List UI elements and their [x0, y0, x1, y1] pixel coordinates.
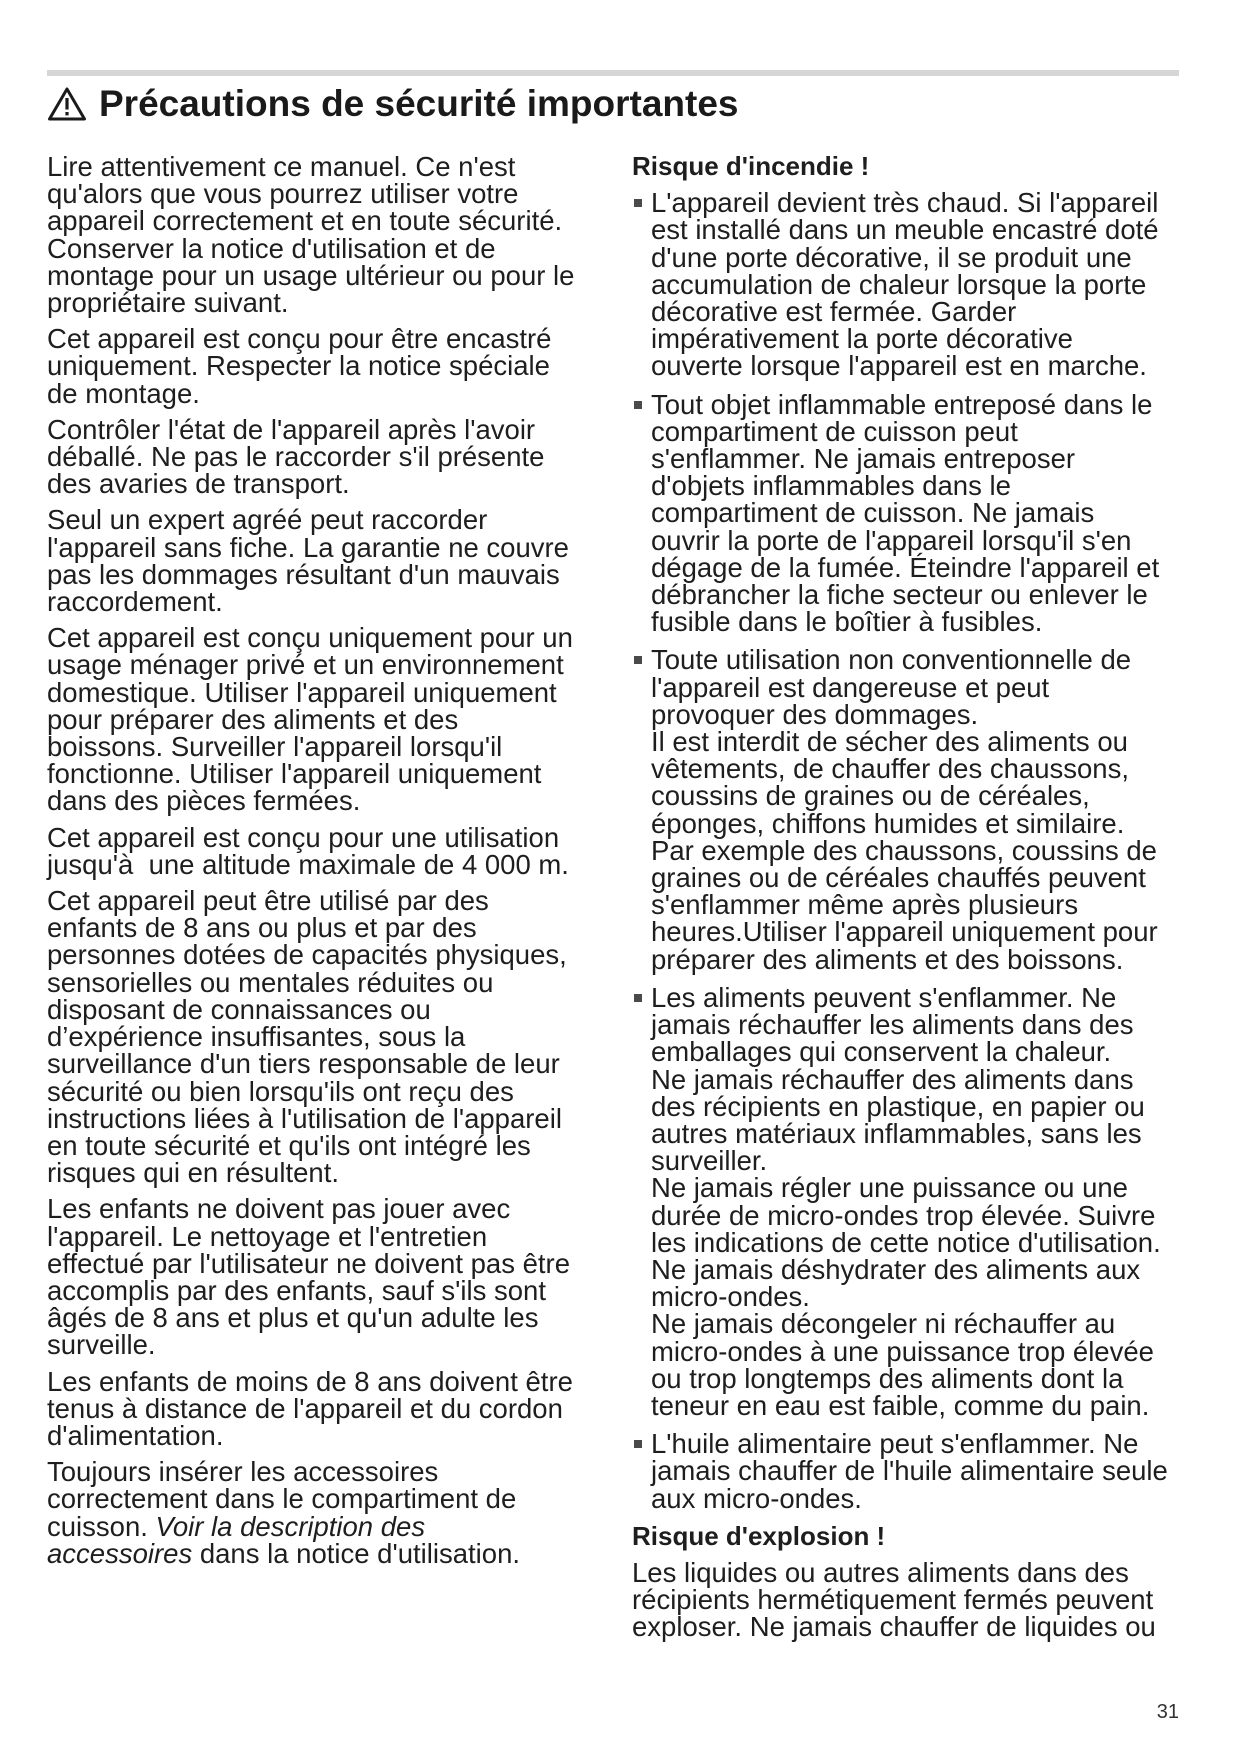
- warning-triangle-icon: [47, 86, 87, 122]
- bullet-square-icon: [634, 994, 642, 1002]
- text-line: Conserver la notice d'utilisation et de: [47, 232, 496, 264]
- text-line: fusible dans le boîtier à fusibles.: [651, 606, 1043, 638]
- text-line: dans des pièces fermées.: [47, 785, 361, 817]
- paragraph: [47, 885, 595, 1189]
- list-item: [632, 388, 1180, 638]
- text-line: Ne jamais régler une puissance ou une: [651, 1172, 1128, 1204]
- text-line: appareil correctement et en toute sécurité.: [47, 205, 563, 237]
- text-line: heures.Utiliser l'appareil uniquement pour: [651, 916, 1158, 948]
- text-line: Les enfants ne doivent pas jouer avec: [47, 1193, 511, 1225]
- text-line: débrancher la fiche secteur ou enlever le: [651, 579, 1148, 611]
- text-line: jamais réchauffer les aliments dans des: [651, 1009, 1134, 1041]
- text-line: L'appareil devient très chaud. Si l'appareil: [651, 187, 1159, 219]
- text-line: d'objets inflammables dans le: [651, 470, 1011, 502]
- text-line: autres matériaux inflammables, sans les: [651, 1117, 1142, 1149]
- bullet-square-icon: [634, 656, 642, 664]
- text-line: pour préparer des aliments et des: [47, 703, 459, 735]
- paragraph: [47, 1193, 595, 1361]
- list-item: [632, 1430, 1180, 1512]
- text-line: Cet appareil est conçu pour une utilisation: [47, 821, 560, 853]
- text-line: des récipients en plastique, en papier ou: [651, 1090, 1145, 1122]
- text-line: d'une porte décorative, il se produit une: [651, 241, 1132, 273]
- text-line: âgés de 8 ans et plus et qu'un adulte les: [47, 1302, 539, 1334]
- text-line: risques qui en résultent.: [47, 1157, 339, 1189]
- text-line: Par exemple des chaussons, coussins de: [651, 834, 1157, 866]
- text-line: en toute sécurité et qu'ils ont intégré les: [47, 1129, 531, 1161]
- text-line: [47, 1537, 595, 1569]
- text-line: jamais chauffer de l'huile alimentaire seule: [651, 1455, 1168, 1487]
- cross-reference-text: accessoires: [47, 1537, 193, 1569]
- text-line: récipients hermétiquement fermés peuvent: [632, 1584, 1154, 1616]
- text-line: emballages qui conservent la chaleur.: [651, 1036, 1112, 1068]
- text-line: pas les dommages résultant d'un mauvais: [47, 558, 560, 590]
- page-number: 31: [1156, 1701, 1179, 1723]
- text-line: Contrôler l'état de l'appareil après l'avoir: [47, 413, 536, 445]
- list-item: [632, 644, 1180, 975]
- text-line: Les aliments peuvent s'enflammer. Ne: [651, 981, 1117, 1013]
- paragraph: [47, 821, 595, 880]
- text-line: Cet appareil est conçu pour être encastré: [47, 323, 552, 355]
- text-line: fonctionne. Utiliser l'appareil uniquement: [47, 758, 542, 790]
- text-line: surveiller.: [651, 1145, 768, 1177]
- text-line: domestique. Utiliser l'appareil uniquement: [47, 676, 557, 708]
- text-line: Les liquides ou autres aliments dans des: [632, 1556, 1129, 1588]
- explosion-risk-heading: Risque d'explosion !: [632, 1520, 886, 1551]
- text-line: exploser. Ne jamais chauffer de liquides ou: [632, 1611, 1156, 1643]
- text-line: personnes dotées de capacités physiques,: [47, 939, 567, 971]
- text-line: L'huile alimentaire peut s'enflammer. Ne: [651, 1428, 1139, 1460]
- text-line: l'appareil est dangereuse et peut: [651, 671, 1050, 703]
- list-item: [632, 187, 1180, 382]
- text-segment: dans la notice d'utilisation.: [192, 1537, 521, 1569]
- cross-reference-text: Voir la description des: [155, 1510, 426, 1542]
- text-line: montage pour un usage ultérieur ou pour le: [47, 259, 575, 291]
- text-line: micro-ondes à une puissance trop élevée: [651, 1335, 1154, 1367]
- text-line: sensorielles ou mentales réduites ou: [47, 966, 494, 998]
- text-line: jusqu'à une altitude maximale de 4 000 m.: [47, 848, 569, 880]
- bullet-square-icon: [634, 199, 642, 207]
- text-line: Cet appareil peut être utilisé par des: [47, 885, 489, 917]
- text-line: Ne jamais décongeler ni réchauffer au: [651, 1308, 1116, 1340]
- text-line: ouverte lorsque l'appareil est en marche.: [651, 350, 1147, 382]
- text-line: ouvrir la porte de l'appareil lorsqu'il s'en: [651, 524, 1132, 556]
- text-line: décorative est fermée. Garder: [651, 296, 1017, 328]
- text-line: est installé dans un meuble encastré doté: [651, 214, 1159, 246]
- paragraph: [47, 413, 595, 500]
- text-line: dégage de la fumée. Éteindre l'appareil et: [651, 551, 1160, 583]
- text-line: les indications de cette notice d'utilisation.: [651, 1226, 1161, 1258]
- text-line: Ne jamais déshydrater des aliments aux: [651, 1253, 1141, 1285]
- text-line: Tout objet inflammable entreposé dans le: [651, 388, 1153, 420]
- fire-risk-list: [632, 189, 1180, 1512]
- bullet-square-icon: [634, 401, 642, 409]
- text-line: éponges, chiffons humides et similaire.: [651, 807, 1125, 839]
- text-line: compartiment de cuisson. Ne jamais: [651, 497, 1095, 529]
- text-line: de montage.: [47, 377, 200, 409]
- text-line: teneur en eau est faible, comme du pain.: [651, 1389, 1150, 1421]
- text-line: l'appareil. Le nettoyage et l'entretien: [47, 1220, 488, 1252]
- page-title: Précautions de sécurité importantes: [99, 83, 739, 124]
- paragraph: [47, 325, 595, 407]
- text-line: usage ménager privé et un environnement: [47, 649, 564, 681]
- text-line: graines ou de céréales chauffés peuvent: [651, 862, 1146, 894]
- text-line: coussins de graines ou de céréales,: [651, 780, 1090, 812]
- text-line: compartiment de cuisson peut: [651, 415, 1018, 447]
- bullet-square-icon: [634, 1440, 642, 1448]
- text-line: accumulation de chaleur lorsque la porte: [651, 268, 1147, 300]
- text-line: impérativement la porte décorative: [651, 323, 1073, 355]
- text-line: enfants de 8 ans ou plus et par des: [47, 912, 477, 944]
- text-line: d’expérience insuffisantes, sous la: [47, 1021, 466, 1053]
- text-line: tenus à distance de l'appareil et du cordon: [47, 1392, 563, 1424]
- paragraph: [47, 622, 595, 817]
- text-line: uniquement. Respecter la notice spéciale: [47, 350, 550, 382]
- text-line: des avaries de transport.: [47, 468, 350, 500]
- text-line: correctement dans le compartiment de: [47, 1483, 517, 1515]
- paragraph: [47, 1365, 595, 1451]
- text-line: Toujours insérer les accessoires: [47, 1456, 439, 1488]
- text-line: Lire attentivement ce manuel. Ce n'est: [47, 151, 516, 182]
- text-line: durée de micro-ondes trop élevée. Suivre: [651, 1199, 1156, 1231]
- text-line: sécurité ou bien lorsqu'ils ont reçu des: [47, 1075, 514, 1107]
- text-line: Ne jamais réchauffer des aliments dans: [651, 1063, 1134, 1095]
- list-item: [632, 981, 1180, 1421]
- text-line: Toute utilisation non conventionnelle de: [651, 644, 1132, 676]
- text-line: [47, 1510, 595, 1542]
- text-line: qu'alors que vous pourrez utiliser votre: [47, 178, 519, 210]
- text-line: effectué par l'utilisateur ne doivent pas être: [47, 1247, 570, 1279]
- text-line: Cet appareil est conçu uniquement pour un: [47, 622, 573, 654]
- text-line: raccordement.: [47, 586, 223, 618]
- text-line: accomplis par des enfants, sauf s'ils sont: [47, 1274, 546, 1306]
- text-line: s'enflammer même après plusieurs: [651, 889, 1079, 921]
- text-line: boissons. Surveiller l'appareil lorsqu'il: [47, 731, 503, 763]
- text-line: Seul un expert agréé peut raccorder: [47, 504, 488, 536]
- fire-risk-heading: Risque d'incendie !: [632, 151, 870, 181]
- text-segment: cuisson.: [47, 1510, 156, 1542]
- text-line: ou trop longtemps des aliments dont la: [651, 1362, 1124, 1394]
- text-line: l'appareil sans fiche. La garantie ne couvre: [47, 531, 569, 563]
- text-line: déballé. Ne pas le raccorder s'il présente: [47, 441, 545, 473]
- left-column: [47, 153, 595, 1576]
- text-line: s'enflammer. Ne jamais entreposer: [651, 443, 1076, 475]
- text-line: propriétaire suivant.: [47, 287, 289, 319]
- paragraph: [47, 1458, 595, 1567]
- right-column: [632, 153, 1180, 1650]
- text-line: Il est interdit de sécher des aliments ou: [651, 726, 1128, 758]
- text-line: provoquer des dommages.: [651, 698, 979, 730]
- section-title: [47, 80, 738, 128]
- paragraph: [47, 504, 595, 618]
- text-line: aux micro-ondes.: [651, 1482, 862, 1514]
- explosion-risk-paragraph: [632, 1556, 1180, 1643]
- text-line: disposant de connaissances ou: [47, 993, 431, 1025]
- text-line: micro-ondes.: [651, 1281, 810, 1313]
- text-line: surveille.: [47, 1329, 156, 1361]
- text-line: instructions liées à l'utilisation de l'appareil: [47, 1102, 562, 1134]
- text-line: d'alimentation.: [47, 1419, 224, 1451]
- text-line: vêtements, de chauffer des chaussons,: [651, 753, 1129, 785]
- text-line: préparer des aliments et des boissons.: [651, 943, 1124, 975]
- text-line: surveillance d'un tiers responsable de leur: [47, 1048, 560, 1080]
- paragraph: [47, 151, 595, 319]
- top-divider: [47, 70, 1179, 76]
- text-line: Les enfants de moins de 8 ans doivent être: [47, 1365, 573, 1397]
